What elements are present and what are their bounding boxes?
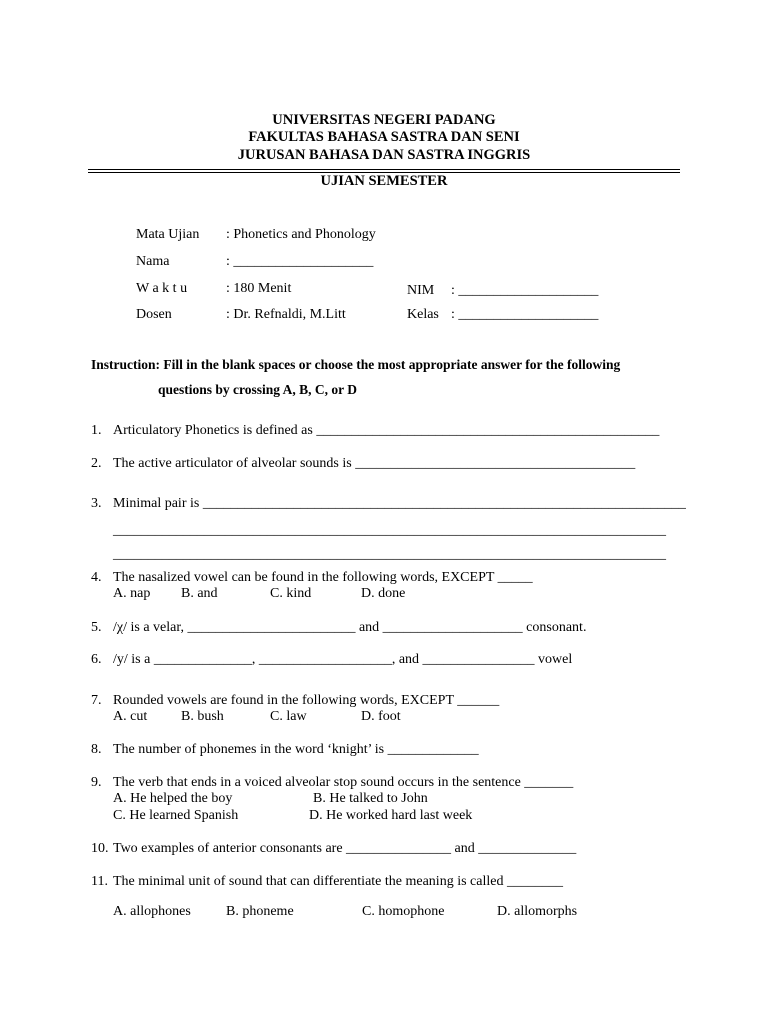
question-text: Articulatory Phonetics is defined as _________________________________________________ (113, 423, 660, 438)
question-number: 1. (91, 423, 102, 438)
instruction-line-2: questions by crossing A, B, C, or D (158, 382, 358, 397)
answer-line: _______________________________________________________________________________ (113, 523, 666, 538)
question-number: 10. (91, 841, 109, 856)
answer-line: _______________________________________________________________________________ (113, 547, 666, 562)
faculty-name: FAKULTAS BAHASA SASTRA DAN SENI (248, 129, 520, 145)
option-a: A. allophones (113, 904, 191, 919)
question-number: 3. (91, 496, 102, 511)
department-name: JURUSAN BAHASA DAN SASTRA INGGRIS (237, 147, 531, 163)
question-number: 5. (91, 620, 102, 635)
question-text: The active articulator of alveolar sounds is ________________________________________ (113, 456, 636, 471)
option-c: C. He learned Spanish (113, 808, 239, 823)
question-text: /y/ is a ______________, ___________________, and ________________ vowel (113, 652, 573, 667)
question-number: 6. (91, 652, 102, 667)
waktu-label: W a k t u (136, 281, 188, 296)
nama-field: : ____________________ (226, 254, 374, 269)
option-b: B. and (181, 586, 218, 601)
option-a: A. cut (113, 709, 148, 724)
question-number: 9. (91, 775, 102, 790)
option-a: A. nap (113, 586, 151, 601)
question-text: The verb that ends in a voiced alveolar stop sound occurs in the sentence _______ (113, 775, 574, 790)
option-c: C. homophone (362, 904, 445, 919)
option-a: A. He helped the boy (113, 791, 233, 806)
question-text: The nasalized vowel can be found in the following words, EXCEPT _____ (113, 570, 533, 585)
question-text: Rounded vowels are found in the following words, EXCEPT ______ (113, 693, 500, 708)
option-d: D. He worked hard last week (309, 808, 473, 823)
header-rule-top (88, 169, 680, 170)
mata-ujian-value: : Phonetics and Phonology (226, 227, 376, 242)
question-number: 2. (91, 456, 102, 471)
instruction-line-1: Instruction: Fill in the blank spaces or choose the most appropriate answer for the following (91, 357, 621, 372)
kelas-field: : ____________________ (451, 307, 599, 322)
option-c: C. law (270, 709, 307, 724)
waktu-value: : 180 Menit (226, 281, 292, 296)
dosen-value: : Dr. Refnaldi, M.Litt (226, 307, 346, 322)
mata-ujian-label: Mata Ujian (136, 227, 200, 242)
question-text: /χ/ is a velar, ________________________ and ____________________ consonant. (113, 620, 587, 635)
question-text: The minimal unit of sound that can differentiate the meaning is called ________ (113, 874, 563, 889)
option-d: D. done (361, 586, 406, 601)
question-text: Minimal pair is _____________________________________________________________________ (113, 496, 686, 511)
question-text: The number of phonemes in the word ‘knight’ is _____________ (113, 742, 479, 757)
option-d: D. foot (361, 709, 401, 724)
nim-field: : ____________________ (451, 283, 599, 298)
kelas-label: Kelas (407, 307, 439, 322)
nim-label: NIM (407, 283, 435, 298)
dosen-label: Dosen (136, 307, 172, 322)
question-number: 11. (91, 874, 108, 889)
option-b: B. phoneme (226, 904, 294, 919)
question-number: 7. (91, 693, 102, 708)
university-name: UNIVERSITAS NEGERI PADANG (272, 112, 496, 128)
question-number: 8. (91, 742, 102, 757)
question-number: 4. (91, 570, 102, 585)
option-c: C. kind (270, 586, 312, 601)
nama-label: Nama (136, 254, 170, 269)
option-b: B. bush (181, 709, 224, 724)
option-d: D. allomorphs (497, 904, 578, 919)
option-b: B. He talked to John (313, 791, 428, 806)
question-text: Two examples of anterior consonants are _______________ and ______________ (113, 841, 577, 856)
exam-title: UJIAN SEMESTER (320, 173, 448, 189)
